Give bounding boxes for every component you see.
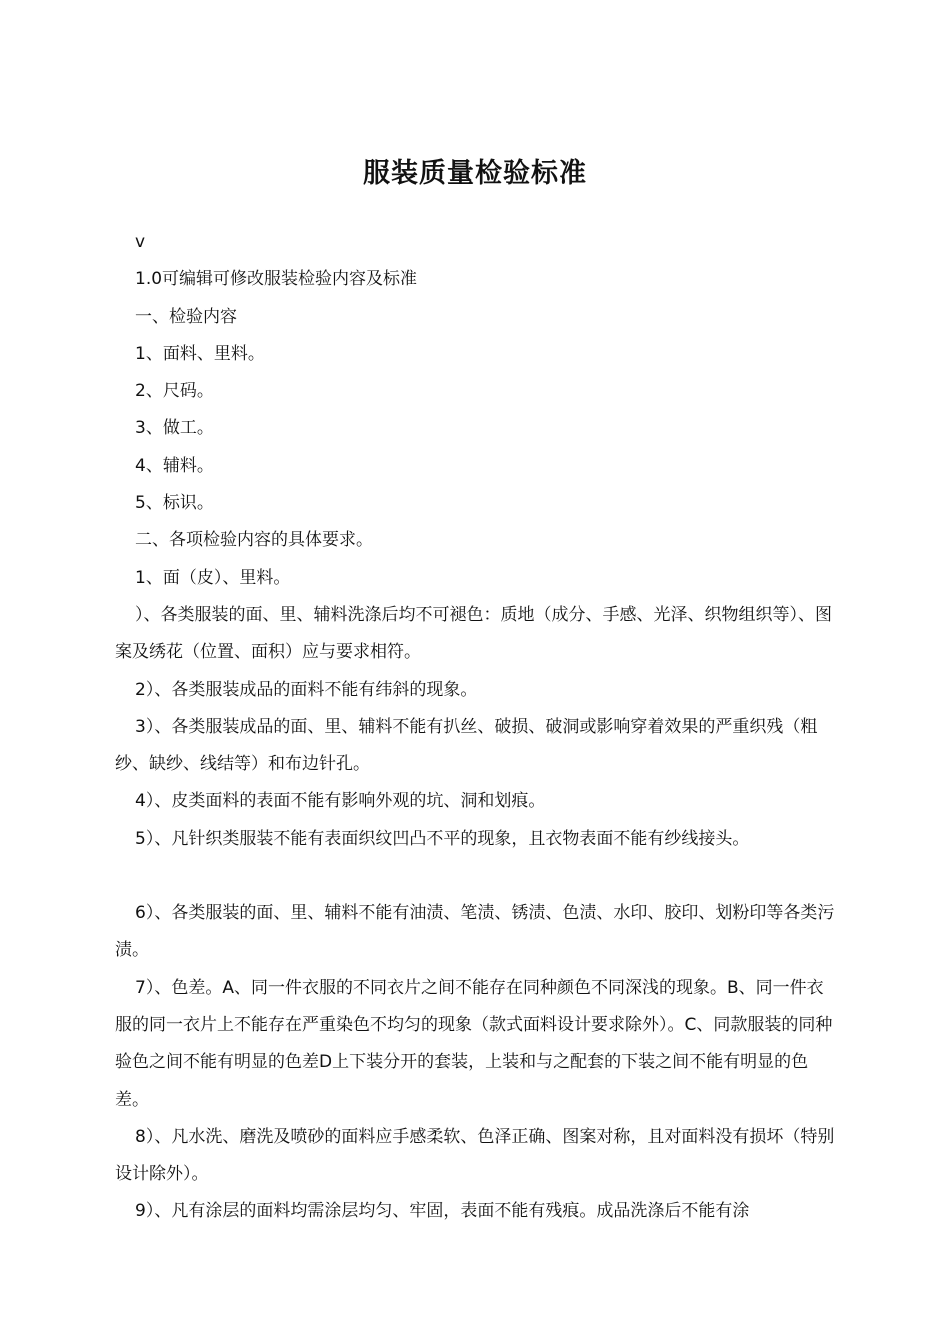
document-body bbox=[115, 224, 837, 1231]
list-item-size: 2、尺码。 bbox=[135, 381, 214, 402]
list-item-fabric: 1、面料、里料。 bbox=[135, 343, 265, 364]
list-item-workmanship: 3、做工。 bbox=[135, 418, 214, 439]
requirement-6: 6）、各类服装的面、里、辅料不能有油渍、笔渍、锈渍、色渍、水印、胶印、划粉印等各类污渍。 bbox=[115, 903, 835, 961]
paragraph-version-note: 1.0可编辑可修改服装检验内容及标准 bbox=[135, 269, 418, 290]
requirement-9: 9）、凡有涂层的面料均需涂层均匀、牢固，表面不能有残痕。成品洗涤后不能有涂 bbox=[135, 1201, 750, 1222]
section-heading-requirements: 二、各项检验内容的具体要求。 bbox=[135, 530, 373, 551]
requirement-3: 3）、各类服装成品的面、里、辅料不能有扒丝、破损、破洞或影响穿着效果的严重织残（粗纱、缺纱、线结等）和布边针孔。 bbox=[115, 716, 818, 775]
paragraph-marker: v bbox=[135, 232, 146, 252]
requirement-1: ）、各类服装的面、里、辅料洗涤后均不可褪色：质地（成分、手感、光泽、织物组织等）、图案及绣花（位置、面积）应与要求相符。 bbox=[115, 604, 832, 663]
requirement-5: 5）、凡针织类服装不能有表面织纹凹凸不平的现象，且衣物表面不能有纱线接头。 bbox=[135, 828, 750, 849]
list-item-accessories: 4、辅料。 bbox=[135, 455, 214, 476]
requirement-8: 8）、凡水洗、磨洗及喷砂的面料应手感柔软、色泽正确、图案对称，且对面料没有损坏（特别设计除外）。 bbox=[115, 1126, 835, 1185]
requirement-7: 7）、色差。A、同一件衣服的不同衣片之间不能存在同种颜色不同深浅的现象。B、同一件衣服的同一衣片上不能存在严重染色不均匀的现象（款式面料设计要求除外）。C、同款服装的同种验色之间不能有明显的色差D上下装分开的套装，上装和与之配套的下装之间不能有明显的色差。 bbox=[115, 977, 833, 1110]
requirement-4: 4）、皮类面料的表面不能有影响外观的坑、洞和划痕。 bbox=[135, 791, 546, 812]
requirement-2: 2）、各类服装成品的面料不能有纬斜的现象。 bbox=[135, 679, 478, 700]
document-title: 服装质量检验标准 bbox=[363, 158, 587, 190]
list-item-labels: 5、标识。 bbox=[135, 493, 214, 514]
subsection-heading-fabric: 1、面（皮）、里料。 bbox=[135, 567, 291, 588]
section-heading-inspection-content: 一、检验内容 bbox=[135, 306, 237, 327]
